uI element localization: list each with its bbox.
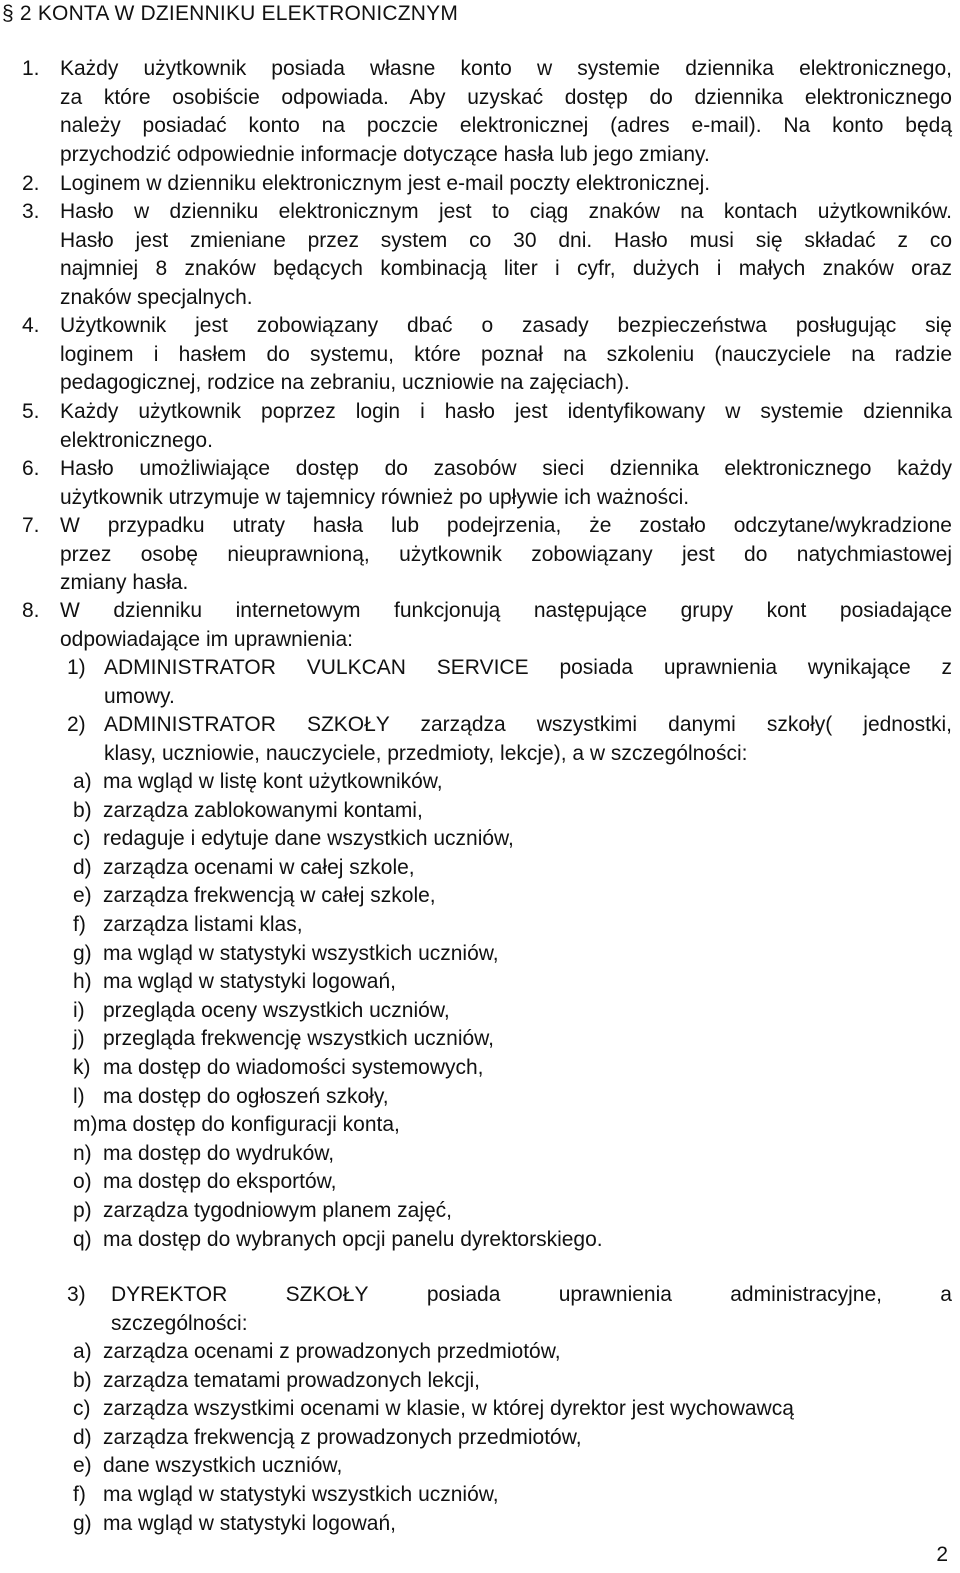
list-item	[73, 1226, 603, 1255]
list-item	[73, 1338, 794, 1367]
item-text: zarządza frekwencją w całej szkole,	[103, 884, 436, 908]
item-letter: g)	[73, 1511, 92, 1535]
word: a	[940, 1283, 952, 1306]
text-line: W dzienniku internetowym funkcjonują następujące grupy kont posiadające	[60, 599, 952, 622]
numbered-point	[22, 198, 952, 312]
item-text: przegląda frekwencję wszystkich uczniów,	[103, 1027, 495, 1051]
numbered-point	[22, 455, 952, 512]
permission-list	[73, 768, 603, 1254]
group-number: 2)	[67, 713, 86, 736]
item-text: ma wgląd w statystyki wszystkich uczniów,	[103, 941, 499, 965]
item-text: zarządza tematami prowadzonych lekcji,	[103, 1368, 480, 1392]
point-number: 8.	[22, 599, 40, 622]
point-number: 7.	[22, 514, 40, 537]
point-number: 3.	[22, 200, 40, 223]
item-text: ma wgląd w statystyki logowań,	[103, 1511, 396, 1535]
list-item	[73, 825, 603, 854]
item-text: ma wgląd w statystyki logowań,	[103, 970, 396, 994]
list-item	[73, 882, 603, 911]
text-line: za które osobiście odpowiada. Aby uzyskać dostęp do dziennika elektronicznego	[60, 85, 952, 109]
text-line: ADMINISTRATOR SZKOŁY zarządza wszystkimi danymi szkoły( jednostki,	[104, 713, 952, 736]
text-line: szczególności:	[111, 1311, 248, 1335]
page-number: 2	[936, 1543, 948, 1566]
text-line: przez osobę nieuprawnioną, użytkownik zobowiązany jest do natychmiastowej	[60, 542, 952, 566]
item-letter: m)	[73, 1113, 98, 1137]
list-item	[73, 1111, 603, 1140]
item-text: zarządza frekwencją z prowadzonych przedmiotów,	[103, 1425, 582, 1449]
list-item	[73, 1452, 794, 1481]
text-line: odpowiadające im uprawnienia:	[60, 627, 354, 651]
list-item	[73, 1481, 794, 1510]
point-number: 5.	[22, 400, 40, 423]
word: DYREKTOR	[111, 1283, 228, 1306]
text-line: pedagogicznej, rodzice na zebraniu, uczniowie na zajęciach).	[60, 371, 630, 395]
item-letter: i)	[73, 998, 85, 1022]
account-group	[67, 711, 952, 768]
text-line: Użytkownik jest zobowiązany dbać o zasady bezpieczeństwa posługując się	[60, 314, 952, 337]
item-letter: a)	[73, 1340, 92, 1363]
text-line: zmiany hasła.	[60, 571, 189, 595]
text-line: loginem i hasłem do systemu, które poznał na szkoleniu (nauczyciele na radzie	[60, 342, 952, 366]
item-letter: f)	[73, 912, 86, 936]
item-text: ma wgląd w listę kont użytkowników,	[103, 770, 443, 793]
list-item	[73, 911, 603, 940]
item-letter: k)	[73, 1055, 91, 1079]
item-letter: d)	[73, 1425, 92, 1449]
text-line: znaków specjalnych.	[60, 285, 253, 309]
list-item	[73, 1054, 603, 1083]
text-line: Hasło w dzienniku elektronicznym jest to ciąg znaków na kontach użytkowników.	[60, 200, 952, 223]
item-letter: c)	[73, 827, 91, 851]
text-line: należy posiadać konto na poczcie elektronicznej (adres e-mail). Na konto będą	[60, 114, 952, 138]
item-text: ma dostęp do ogłoszeń szkoły,	[103, 1084, 389, 1108]
text-line: najmniej 8 znaków będących kombinacją liter i cyfr, dużych i małych znaków oraz	[60, 257, 952, 281]
item-letter: n)	[73, 1141, 92, 1165]
item-text: redaguje i edytuje dane wszystkich uczniów,	[103, 827, 514, 851]
group-number: 3)	[67, 1283, 86, 1306]
word: uprawnienia	[558, 1283, 672, 1306]
item-letter: q)	[73, 1227, 92, 1251]
text-line: Hasło umożliwiające dostęp do zasobów sieci dziennika elektronicznego każdy	[60, 457, 952, 480]
numbered-point	[22, 312, 952, 398]
permission-list	[73, 1338, 794, 1538]
item-text: zarządza listami klas,	[103, 912, 303, 936]
list-item	[73, 797, 603, 826]
point-number: 6.	[22, 457, 40, 480]
item-text: zarządza ocenami w całej szkole,	[103, 855, 415, 879]
item-letter: b)	[73, 1368, 92, 1392]
point-number: 2.	[22, 172, 40, 195]
item-text: zarządza tygodniowym planem zajęć,	[103, 1198, 453, 1222]
numbered-point	[22, 170, 952, 199]
item-text: ma wgląd w statystyki wszystkich uczniów,	[103, 1482, 499, 1506]
text-line: przychodzić odpowiednie informacje dotyczące hasła lub jego zmiany.	[60, 142, 710, 166]
list-item	[73, 1424, 794, 1453]
list-item	[73, 1510, 794, 1539]
list-item	[73, 1083, 603, 1112]
item-letter: d)	[73, 855, 92, 879]
item-text: ma dostęp do wiadomości systemowych,	[103, 1055, 484, 1079]
group-number: 1)	[67, 656, 86, 679]
text-line: elektronicznego.	[60, 428, 213, 452]
list-item	[73, 854, 603, 883]
list-item	[73, 1395, 794, 1424]
item-letter: c)	[73, 1397, 91, 1421]
list-item	[73, 997, 603, 1026]
section-heading: § 2 KONTA W DZIENNIKU ELEKTRONICZNYM	[2, 2, 459, 25]
list-item	[73, 1197, 603, 1226]
text-line: Każdy użytkownik posiada własne konto w systemie dziennika elektronicznego,	[60, 57, 952, 80]
point-number: 4.	[22, 314, 40, 337]
list-item	[73, 940, 603, 969]
item-text: zarządza ocenami z prowadzonych przedmiotów,	[103, 1340, 561, 1363]
item-text: ma dostęp do wydruków,	[103, 1141, 335, 1165]
item-letter: o)	[73, 1170, 92, 1194]
text-line: W przypadku utraty hasła lub podejrzenia, że zostało odczytane/wykradzione	[60, 514, 952, 537]
item-text: zarządza wszystkimi ocenami w klasie, w której dyrektor jest wychowawcą	[103, 1397, 794, 1421]
list-item	[73, 1025, 603, 1054]
account-group	[67, 1281, 952, 1338]
item-text: zarządza zablokowanymi kontami,	[103, 798, 423, 822]
list-item	[73, 1367, 794, 1396]
point-number: 1.	[22, 57, 40, 80]
text-line: klasy, uczniowie, nauczyciele, przedmioty, lekcje), a w szczególności:	[104, 741, 748, 765]
text-line	[111, 1281, 952, 1310]
word: administracyjne,	[730, 1283, 882, 1306]
list-item	[73, 968, 603, 997]
item-letter: e)	[73, 884, 92, 908]
text-line: ADMINISTRATOR VULKCAN SERVICE posiada uprawnienia wynikające z	[104, 656, 952, 679]
text-line: Każdy użytkownik poprzez login i hasło jest identyfikowany w systemie dziennika	[60, 400, 952, 423]
item-letter: e)	[73, 1454, 92, 1478]
item-letter: g)	[73, 941, 92, 965]
numbered-point	[22, 597, 952, 654]
item-letter: a)	[73, 770, 92, 793]
word: posiada	[426, 1283, 501, 1306]
item-letter: l)	[73, 1084, 85, 1108]
numbered-point	[22, 55, 952, 169]
numbered-point	[22, 512, 952, 598]
text-line: Loginem w dzienniku elektronicznym jest e-mail poczty elektronicznej.	[60, 172, 711, 195]
text-line: umowy.	[104, 684, 175, 708]
item-text: dane wszystkich uczniów,	[103, 1454, 343, 1478]
item-letter: b)	[73, 798, 92, 822]
list-item	[73, 768, 603, 797]
numbered-point	[22, 398, 952, 455]
item-text: ma dostęp do konfiguracji konta,	[97, 1113, 400, 1137]
item-letter: h)	[73, 970, 92, 994]
text-line: użytkownik utrzymuje w tajemnicy również po upływie ich ważności.	[60, 485, 690, 509]
text-line: Hasło jest zmieniane przez system co 30 dni. Hasło musi się składać z co	[60, 228, 952, 252]
item-text: przegląda oceny wszystkich uczniów,	[103, 998, 450, 1022]
item-text: ma dostęp do eksportów,	[103, 1170, 337, 1194]
list-item	[73, 1168, 603, 1197]
item-letter: f)	[73, 1482, 86, 1506]
item-text: ma dostęp do wybranych opcji panelu dyrektorskiego.	[103, 1227, 603, 1251]
word: SZKOŁY	[285, 1283, 369, 1306]
account-group	[67, 654, 952, 711]
item-letter: p)	[73, 1198, 92, 1222]
list-item	[73, 1140, 603, 1169]
item-letter: j)	[73, 1027, 85, 1051]
